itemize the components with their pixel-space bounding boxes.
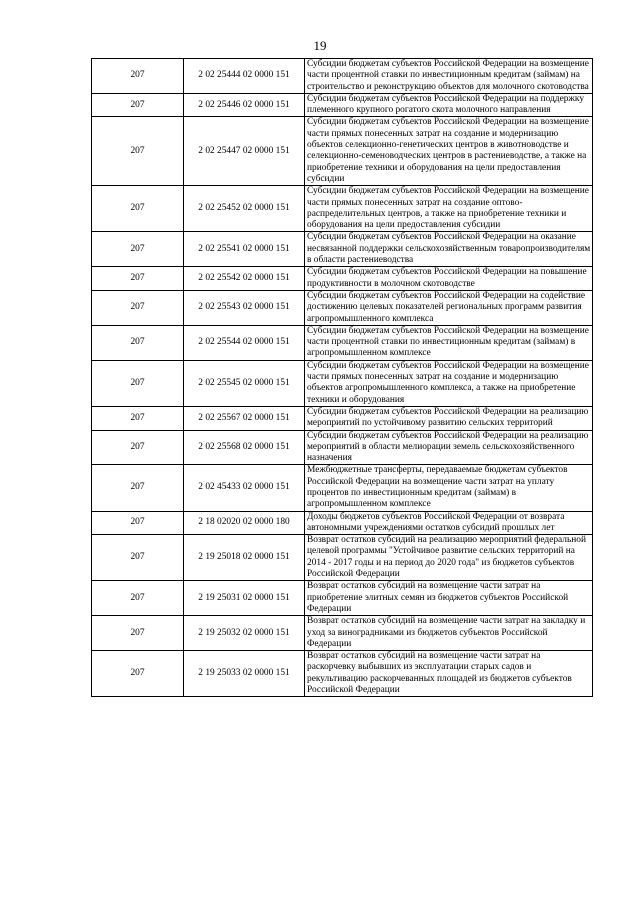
budget-code-cell: 2 02 25543 02 0000 151 <box>184 290 305 325</box>
table-row <box>92 267 593 291</box>
table-body <box>92 59 593 697</box>
table-row <box>92 616 593 651</box>
table-row <box>92 581 593 616</box>
admin-code-cell: 207 <box>92 93 184 117</box>
income-name-cell: Субсидии бюджетам субъектов Российской Федерации на повышение продуктивности в молочном скотоводстве <box>305 267 593 291</box>
table-row <box>92 232 593 267</box>
admin-code-cell: 207 <box>92 59 184 94</box>
admin-code-cell: 207 <box>92 535 184 581</box>
budget-code-cell: 2 02 25444 02 0000 151 <box>184 59 305 94</box>
table-row <box>92 406 593 430</box>
admin-code-cell: 207 <box>92 290 184 325</box>
income-name-cell: Субсидии бюджетам субъектов Российской Федерации на реализацию мероприятий в области мелиорации земель сельскохозяйственного назначения <box>305 430 593 465</box>
admin-code-cell: 207 <box>92 232 184 267</box>
admin-code-cell: 207 <box>92 430 184 465</box>
table-row <box>92 465 593 511</box>
budget-code-cell: 2 02 25447 02 0000 151 <box>184 117 305 186</box>
admin-code-cell: 207 <box>92 465 184 511</box>
income-name-cell: Субсидии бюджетам субъектов Российской Федерации на поддержку племенного крупного рогатого скота молочного направления <box>305 93 593 117</box>
budget-code-cell: 2 02 25446 02 0000 151 <box>184 93 305 117</box>
admin-code-cell: 207 <box>92 267 184 291</box>
budget-code-cell: 2 02 25452 02 0000 151 <box>184 186 305 232</box>
table-row <box>92 325 593 360</box>
budget-code-cell: 2 02 25541 02 0000 151 <box>184 232 305 267</box>
budget-code-cell: 2 02 25567 02 0000 151 <box>184 406 305 430</box>
budget-code-cell: 2 19 25031 02 0000 151 <box>184 581 305 616</box>
budget-classification-table <box>91 58 593 697</box>
table-row <box>92 59 593 94</box>
budget-code-cell: 2 02 45433 02 0000 151 <box>184 465 305 511</box>
admin-code-cell: 207 <box>92 616 184 651</box>
income-name-cell: Субсидии бюджетам субъектов Российской Федерации на возмещение части процентной ставки по инвестиционным кредитам (займам) в агропромышленном комплексе <box>305 325 593 360</box>
income-name-cell: Субсидии бюджетам субъектов Российской Федерации на реализацию мероприятий по устойчивому развитию сельских территорий <box>305 406 593 430</box>
income-name-cell: Субсидии бюджетам субъектов Российской Федерации на возмещение части прямых понесенных затрат на создание и модернизацию объектов селекционно-генетических центров в животноводстве и селекционно-семеноводческих центров в растениеводстве, а также на приобретение техники и оборудования на цели предоставления субсидии <box>305 117 593 186</box>
page-number: 19 <box>313 38 327 53</box>
admin-code-cell: 207 <box>92 186 184 232</box>
budget-code-cell: 2 02 25544 02 0000 151 <box>184 325 305 360</box>
income-name-cell: Возврат остатков субсидий на реализацию мероприятий федеральной целевой программы "Устойчивое развитие сельских территорий на 2014 - 2017 годы и на период до 2020 года" из бюджетов субъектов Российской Федерации <box>305 535 593 581</box>
table-row <box>92 651 593 697</box>
admin-code-cell: 207 <box>92 581 184 616</box>
budget-code-cell: 2 02 25542 02 0000 151 <box>184 267 305 291</box>
income-name-cell: Возврат остатков субсидий на возмещение части затрат на закладку и уход за виноградниками из бюджетов субъектов Российской Федерации <box>305 616 593 651</box>
admin-code-cell: 207 <box>92 325 184 360</box>
budget-code-cell: 2 02 25545 02 0000 151 <box>184 360 305 406</box>
table-row <box>92 535 593 581</box>
income-name-cell: Доходы бюджетов субъектов Российской Федерации от возврата автономными учреждениями остатков субсидий прошлых лет <box>305 511 593 535</box>
income-name-cell: Субсидии бюджетам субъектов Российской Федерации на возмещение части процентной ставки по инвестиционным кредитам (займам) на строительство и реконструкцию объектов для молочного скотоводства <box>305 59 593 94</box>
table-row <box>92 290 593 325</box>
table-row <box>92 117 593 186</box>
table-row <box>92 186 593 232</box>
admin-code-cell: 207 <box>92 511 184 535</box>
income-name-cell: Субсидии бюджетам субъектов Российской Федерации на содействие достижению целевых показателей региональных программ развития агропромышленного комплекса <box>305 290 593 325</box>
admin-code-cell: 207 <box>92 117 184 186</box>
table-row <box>92 360 593 406</box>
income-name-cell: Возврат остатков субсидий на возмещение части затрат на приобретение элитных семян из бюджетов субъектов Российской Федерации <box>305 581 593 616</box>
budget-code-cell: 2 19 25033 02 0000 151 <box>184 651 305 697</box>
admin-code-cell: 207 <box>92 360 184 406</box>
budget-code-cell: 2 18 02020 02 0000 180 <box>184 511 305 535</box>
income-name-cell: Субсидии бюджетам субъектов Российской Федерации на возмещение части прямых понесенных затрат на создание оптово-распределительных центров, а также на приобретение техники и оборудования на цели предоставления субсидии <box>305 186 593 232</box>
admin-code-cell: 207 <box>92 651 184 697</box>
budget-code-cell: 2 19 25018 02 0000 151 <box>184 535 305 581</box>
table-row <box>92 511 593 535</box>
table-row <box>92 430 593 465</box>
income-name-cell: Субсидии бюджетам субъектов Российской Федерации на возмещение части прямых понесенных затрат на создание и модернизацию объектов агропромышленного комплекса, а также на приобретение техники и оборудования <box>305 360 593 406</box>
income-name-cell: Субсидии бюджетам субъектов Российской Федерации на оказание несвязанной поддержки сельскохозяйственным товаропроизводителям в области растениеводства <box>305 232 593 267</box>
admin-code-cell: 207 <box>92 406 184 430</box>
budget-code-cell: 2 02 25568 02 0000 151 <box>184 430 305 465</box>
table-row <box>92 93 593 117</box>
income-name-cell: Межбюджетные трансферты, передаваемые бюджетам субъектов Российской Федерации на возмещение части затрат на уплату процентов по инвестиционным кредитам (займам) в агропромышленном комплексе <box>305 465 593 511</box>
income-name-cell: Возврат остатков субсидий на возмещение части затрат на раскорчевку выбывших из эксплуатации старых садов и рекультивацию раскорчеванных площадей из бюджетов субъектов Российской Федерации <box>305 651 593 697</box>
budget-code-cell: 2 19 25032 02 0000 151 <box>184 616 305 651</box>
